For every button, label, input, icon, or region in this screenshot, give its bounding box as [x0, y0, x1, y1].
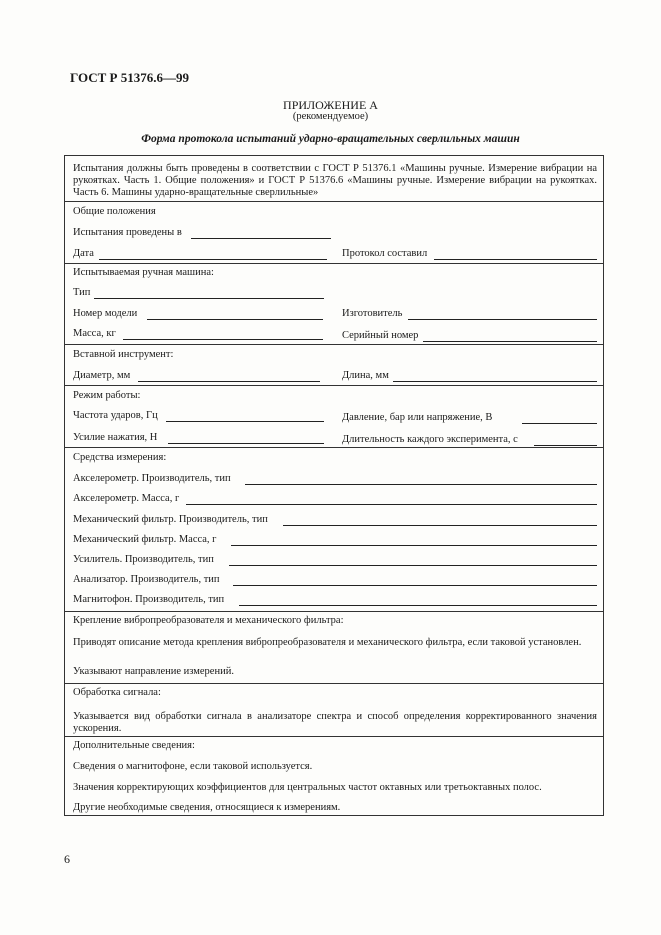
manufacturer-field[interactable]: [408, 319, 597, 320]
means-item-field[interactable]: [229, 565, 597, 566]
document-header: ГОСТ Р 51376.6—99: [70, 70, 189, 85]
type-field[interactable]: [94, 298, 324, 299]
protocol-form-table: [64, 155, 604, 816]
additional-line: Значения корректирующих коэффициентов для центральных частот октавных или третьоктавных полос.: [73, 782, 542, 793]
machine-heading: Испытываемая ручная машина:: [73, 267, 214, 278]
divider: [65, 683, 603, 684]
means-item-field[interactable]: [245, 484, 597, 485]
date-field[interactable]: [99, 259, 327, 260]
means-item-field[interactable]: [239, 605, 597, 606]
mounting-direction-text: Указывают направление измерений.: [73, 666, 234, 677]
means-item-label: Усилитель. Производитель, тип: [73, 554, 214, 565]
divider: [65, 344, 603, 345]
type-label: Тип: [73, 287, 91, 298]
pressure-label: Давление, бар или напряжение, В: [342, 412, 493, 423]
length-field[interactable]: [393, 381, 597, 382]
intro-text: Испытания должны быть проведены в соответствии с ГОСТ Р 51376.1 «Машины ручные. Измерение вибрации на рукоятках. Часть 1. Общие положения» и ГОСТ Р 51376.6 «Машины ручные. Измерение вибрации на рукоятках. Часть 6. Машины ударно-вращательные сверлильные»: [73, 163, 597, 198]
duration-field[interactable]: [534, 445, 597, 446]
means-item-field[interactable]: [186, 504, 597, 505]
diameter-label: Диаметр, мм: [73, 370, 131, 381]
means-item-label: Акселерометр. Масса, г: [73, 493, 180, 504]
additional-heading: Дополнительные сведения:: [73, 740, 195, 751]
means-item-label: Акселерометр. Производитель, тип: [73, 473, 231, 484]
tested-in-label: Испытания проведены в: [73, 227, 182, 238]
tool-heading: Вставной инструмент:: [73, 349, 174, 360]
length-label: Длина, мм: [342, 370, 389, 381]
means-item-field[interactable]: [283, 525, 597, 526]
frequency-label: Частота ударов, Гц: [73, 410, 158, 421]
additional-line: Сведения о магнитофоне, если таковой используется.: [73, 761, 313, 772]
means-item-label: Механический фильтр. Производитель, тип: [73, 514, 268, 525]
force-label: Усилие нажатия, Н: [73, 432, 158, 443]
general-heading: Общие положения: [73, 206, 156, 217]
means-item-label: Механический фильтр. Масса, г: [73, 534, 217, 545]
divider: [65, 611, 603, 612]
form-title: Форма протокола испытаний ударно-вращательных сверлильных машин: [141, 133, 520, 145]
serial-field[interactable]: [423, 341, 597, 342]
mass-field[interactable]: [123, 339, 323, 340]
processing-heading: Обработка сигнала:: [73, 687, 161, 698]
mode-heading: Режим работы:: [73, 390, 141, 401]
force-field[interactable]: [168, 443, 324, 444]
means-item-label: Магнитофон. Производитель, тип: [73, 594, 225, 605]
frequency-field[interactable]: [166, 421, 324, 422]
appendix-title: ПРИЛОЖЕНИЕ А: [283, 98, 378, 112]
date-label: Дата: [73, 248, 94, 259]
divider: [65, 736, 603, 737]
protocol-by-label: Протокол составил: [342, 248, 428, 259]
means-item-field[interactable]: [231, 545, 597, 546]
mass-label: Масса, кг: [73, 328, 116, 339]
protocol-by-field[interactable]: [434, 259, 597, 260]
page-number: 6: [64, 852, 70, 866]
divider: [65, 385, 603, 386]
means-item-label: Анализатор. Производитель, тип: [73, 574, 220, 585]
model-label: Номер модели: [73, 308, 138, 319]
duration-label: Длительность каждого эксперимента, с: [342, 434, 518, 445]
means-heading: Средства измерения:: [73, 452, 167, 463]
serial-label: Серийный номер: [342, 330, 419, 341]
appendix-status: (рекомендуемое): [292, 111, 369, 122]
divider: [65, 201, 603, 202]
model-field[interactable]: [147, 319, 323, 320]
mounting-text: Приводят описание метода крепления вибропреобразователя и механического фильтра, если таковой установлен.: [73, 637, 582, 648]
diameter-field[interactable]: [138, 381, 320, 382]
divider: [65, 447, 603, 448]
pressure-field[interactable]: [522, 423, 597, 424]
additional-line: Другие необходимые сведения, относящиеся к измерениям.: [73, 802, 341, 813]
manufacturer-label: Изготовитель: [342, 308, 403, 319]
mounting-heading: Крепление вибропреобразователя и механического фильтра:: [73, 615, 344, 626]
tested-in-field[interactable]: [191, 238, 331, 239]
means-item-field[interactable]: [233, 585, 597, 586]
divider: [65, 263, 603, 264]
processing-text: Указывается вид обработки сигнала в анализаторе спектра и способ определения корректированного значения ускорения.: [73, 711, 597, 734]
